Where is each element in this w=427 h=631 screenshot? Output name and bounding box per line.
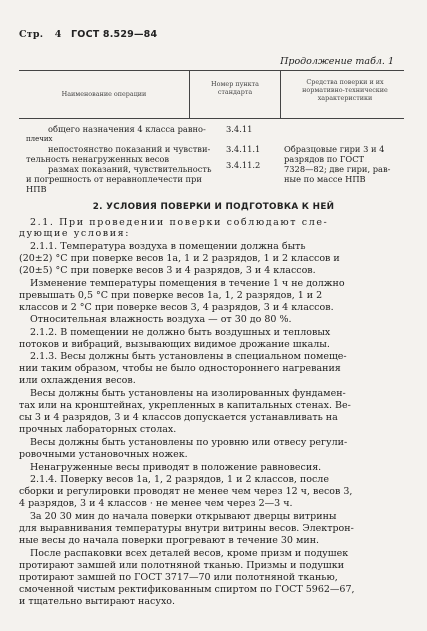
table-top-border	[19, 70, 404, 71]
row-operation: размах показаний, чувствительность	[48, 164, 212, 174]
row-operation: плечих	[26, 135, 53, 143]
text-line: Ненагруженные весы приводят в положение равновесия.	[30, 462, 322, 473]
row-tools: разрядов по ГОСТ	[284, 154, 365, 164]
row-clause: 3.4.11.2	[226, 160, 261, 170]
text-line: сборки и регулировки проводят не менее чем через 12 ч, весов 3,	[19, 486, 353, 497]
text-line: превышать 0,5 °C при поверке весов 1а, 1, 2 разрядов, 1 и 2	[19, 290, 323, 301]
text-line: ровочными установочных ножек.	[19, 449, 188, 460]
column-header-clause: Номер пункта стандарта	[211, 80, 259, 96]
row-operation: и погрешность от неравноплечести при	[26, 174, 202, 184]
text-line: потоков и вибраций, вызывающих видимое дрожание шкалы.	[19, 339, 330, 350]
text-line: 4 разрядов, 3 и 4 классов · не менее чем через 2—3 ч.	[19, 498, 293, 509]
text-line: 2.1. При проведении поверки соблюдают сле-	[30, 217, 329, 228]
table-column-divider	[280, 70, 281, 118]
text-line: Весы должны быть установлены на изолированных фундамен-	[30, 388, 346, 399]
column-header-tools: Средства поверки и их нормативно-технические характеристики	[302, 78, 388, 102]
column-header-operation: Наименование операции	[61, 90, 147, 98]
text-line: для выравнивания температуры внутри витрины весов. Электрон-	[19, 523, 354, 534]
text-line: протирают замшей или полотняной тканью. Призмы и подушки	[19, 560, 345, 571]
text-line: 2.1.3. Весы должны быть установлены в специальном помеще-	[30, 351, 347, 362]
section-heading: 2. УСЛОВИЯ ПОВЕРКИ И ПОДГОТОВКА К НЕЙ	[92, 202, 335, 212]
text-line: смоченной чистым ректификованным спиртом по ГОСТ 5962—67,	[19, 584, 355, 595]
table-column-divider	[189, 70, 190, 118]
row-operation: общего назначения 4 класса равно-	[48, 124, 206, 134]
row-clause: 3.4.11.1	[226, 144, 261, 154]
text-line: Изменение температуры помещения в течение 1 ч не должно	[30, 278, 345, 289]
text-line: (20±5) °C при поверке весов 3 и 4 разрядов, 3 и 4 классов.	[19, 265, 316, 276]
row-tools: Образцовые гири 3 и 4	[284, 144, 385, 154]
standard-number: ГОСТ 8.529—84	[71, 29, 158, 40]
text-line: дующие условия:	[19, 228, 131, 239]
page-header	[19, 29, 157, 40]
text-line: сы 3 и 4 разрядов, 3 и 4 классов допускается устанавливать на	[19, 412, 338, 423]
text-line: протирают замшей по ГОСТ 3717—70 или полотняной тканью,	[19, 572, 338, 583]
page-label: Стр.	[19, 29, 44, 40]
text-line: (20±2) °C при поверке весов 1а, 1 и 2 разрядов, 1 и 2 классов и	[19, 253, 340, 264]
text-line: нии таким образом, чтобы не было одностороннего нагревания	[19, 363, 341, 374]
row-clause: 3.4.11	[226, 124, 253, 134]
row-tools: ные по массе НПВ	[284, 174, 366, 184]
row-operation: непостоянство показаний и чувстви-	[48, 144, 211, 154]
table-continuation-label: Продолжение табл. 1	[280, 56, 394, 67]
text-line: тах или на кронштейнах, укрепленных в капитальных стенах. Ве-	[19, 400, 351, 411]
text-line: 2.1.2. В помещении не должно быть воздушных и тепловых	[30, 327, 331, 338]
text-line: и тщательно вытирают насухо.	[19, 596, 176, 607]
text-line: или охлаждения весов.	[19, 375, 136, 386]
text-line: После распаковки всех деталей весов, кроме призм и подушек	[30, 548, 349, 559]
text-line: За 20 30 мин до начала поверки открывают дверцы витрины	[30, 511, 337, 522]
text-line: классов и 2 °C при поверке весов 3, 4 разрядов, 3 и 4 классов.	[19, 302, 334, 313]
row-operation: тельность ненагруженных весов	[26, 154, 170, 164]
text-line: прочных лабораторных столах.	[19, 424, 177, 435]
row-tools: 7328—82; две гири, рав-	[284, 164, 391, 174]
text-line: ные весы до начала поверки прогревают в течение 30 мин.	[19, 535, 320, 546]
table-header-border	[19, 118, 404, 119]
page-number: 4	[54, 29, 62, 40]
row-operation: НПВ	[26, 184, 47, 194]
text-line: Весы должны быть установлены по уровню или отвесу регули-	[30, 437, 348, 448]
text-line: Относительная влажность воздуха — от 30 до 80 %.	[30, 314, 292, 325]
text-line: 2.1.1. Температура воздуха в помещении должна быть	[30, 241, 306, 252]
text-line: 2.1.4. Поверку весов 1а, 1, 2 разрядов, 1 и 2 классов, после	[30, 474, 329, 485]
